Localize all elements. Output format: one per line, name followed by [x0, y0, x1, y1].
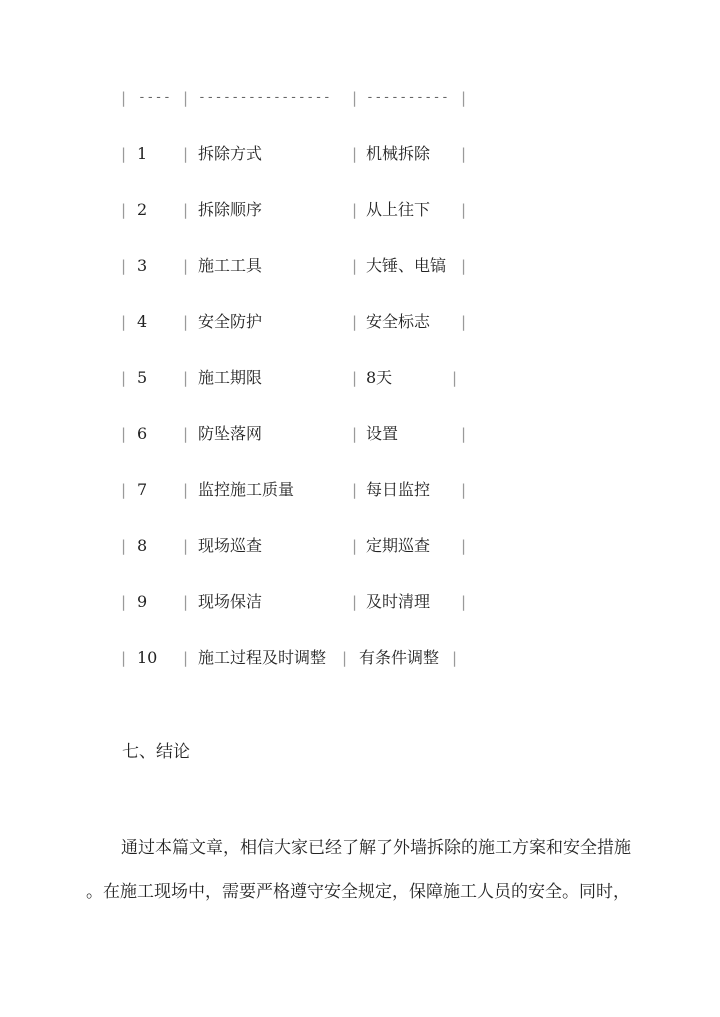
table-border: |	[121, 369, 127, 387]
table-border: |	[352, 369, 358, 387]
table-row	[0, 591, 720, 613]
table-border: |	[183, 369, 189, 387]
table-border: |	[121, 201, 127, 219]
table-border: |	[461, 481, 467, 499]
row-number: 10	[137, 648, 158, 667]
table-border: |	[183, 425, 189, 443]
table-border: |	[183, 145, 189, 163]
row-item: 拆除顺序	[198, 200, 263, 219]
row-value: 从上往下	[366, 200, 431, 219]
row-number: 5	[137, 368, 148, 387]
table-border: |	[342, 649, 348, 667]
table-border: |	[121, 537, 127, 555]
section-heading: 七、结论	[122, 742, 190, 762]
table-border: |	[183, 649, 189, 667]
table-border: |	[461, 257, 467, 275]
table-row	[0, 199, 720, 221]
row-number: 1	[137, 144, 148, 163]
table-border: |	[183, 201, 189, 219]
table-border: |	[461, 145, 467, 163]
table-separator-row	[0, 87, 720, 109]
separator-col2: ----------------	[198, 90, 332, 105]
table-border: |	[121, 257, 127, 275]
table-border: |	[121, 649, 127, 667]
table-border: |	[121, 425, 127, 443]
row-item: 现场保洁	[198, 592, 263, 611]
row-number: 9	[137, 592, 148, 611]
table-border: |	[121, 89, 127, 107]
row-value: 8天	[366, 368, 393, 387]
table-border: |	[352, 145, 358, 163]
separator-col1: ----	[138, 90, 172, 105]
table-border: |	[352, 313, 358, 331]
table-border: |	[183, 89, 189, 107]
row-item: 拆除方式	[198, 144, 263, 163]
row-number: 3	[137, 256, 148, 275]
row-item: 施工工具	[198, 256, 263, 275]
separator-col3: ----------	[366, 90, 450, 105]
row-number: 4	[137, 312, 148, 331]
row-value: 有条件调整	[359, 648, 440, 667]
table-border: |	[121, 481, 127, 499]
table-border: |	[452, 649, 458, 667]
table-border: |	[461, 201, 467, 219]
row-value: 及时清理	[366, 592, 431, 611]
row-value: 每日监控	[366, 480, 431, 499]
table-border: |	[183, 257, 189, 275]
table-border: |	[352, 425, 358, 443]
row-number: 7	[137, 480, 148, 499]
table-border: |	[121, 593, 127, 611]
table-border: |	[461, 313, 467, 331]
table-row	[0, 311, 720, 333]
row-number: 6	[137, 424, 148, 443]
table-border: |	[352, 89, 358, 107]
table-border: |	[183, 313, 189, 331]
table-border: |	[183, 481, 189, 499]
table-row	[0, 423, 720, 445]
table-border: |	[183, 537, 189, 555]
table-row	[0, 367, 720, 389]
table-row	[0, 143, 720, 165]
table-row	[0, 479, 720, 501]
row-item: 安全防护	[198, 312, 263, 331]
row-item: 监控施工质量	[198, 480, 295, 499]
table-row	[0, 255, 720, 277]
table-border: |	[352, 537, 358, 555]
paragraph-line: 通过本篇文章，相信大家已经了解了外墙拆除的施工方案和安全措施	[121, 838, 631, 858]
row-item: 施工过程及时调整	[198, 648, 327, 667]
table-border: |	[461, 89, 467, 107]
table-border: |	[461, 425, 467, 443]
table-row	[0, 647, 720, 669]
paragraph-line: 。在施工现场中，需要严格遵守安全规定，保障施工人员的安全。同时，	[86, 882, 630, 902]
row-item: 施工期限	[198, 368, 263, 387]
table-border: |	[352, 593, 358, 611]
table-border: |	[452, 369, 458, 387]
row-number: 8	[137, 536, 148, 555]
row-item: 现场巡查	[198, 536, 263, 555]
row-value: 大锤、电镐	[366, 256, 447, 275]
table-border: |	[121, 313, 127, 331]
table-border: |	[352, 201, 358, 219]
row-value: 机械拆除	[366, 144, 431, 163]
row-value: 安全标志	[366, 312, 431, 331]
table-border: |	[352, 257, 358, 275]
table-border: |	[461, 593, 467, 611]
row-value: 定期巡查	[366, 536, 431, 555]
row-item: 防坠落网	[198, 424, 263, 443]
table-border: |	[352, 481, 358, 499]
row-number: 2	[137, 200, 148, 219]
table-border: |	[121, 145, 127, 163]
row-value: 设置	[366, 424, 399, 443]
table-border: |	[183, 593, 189, 611]
table-row	[0, 535, 720, 557]
table-border: |	[461, 537, 467, 555]
